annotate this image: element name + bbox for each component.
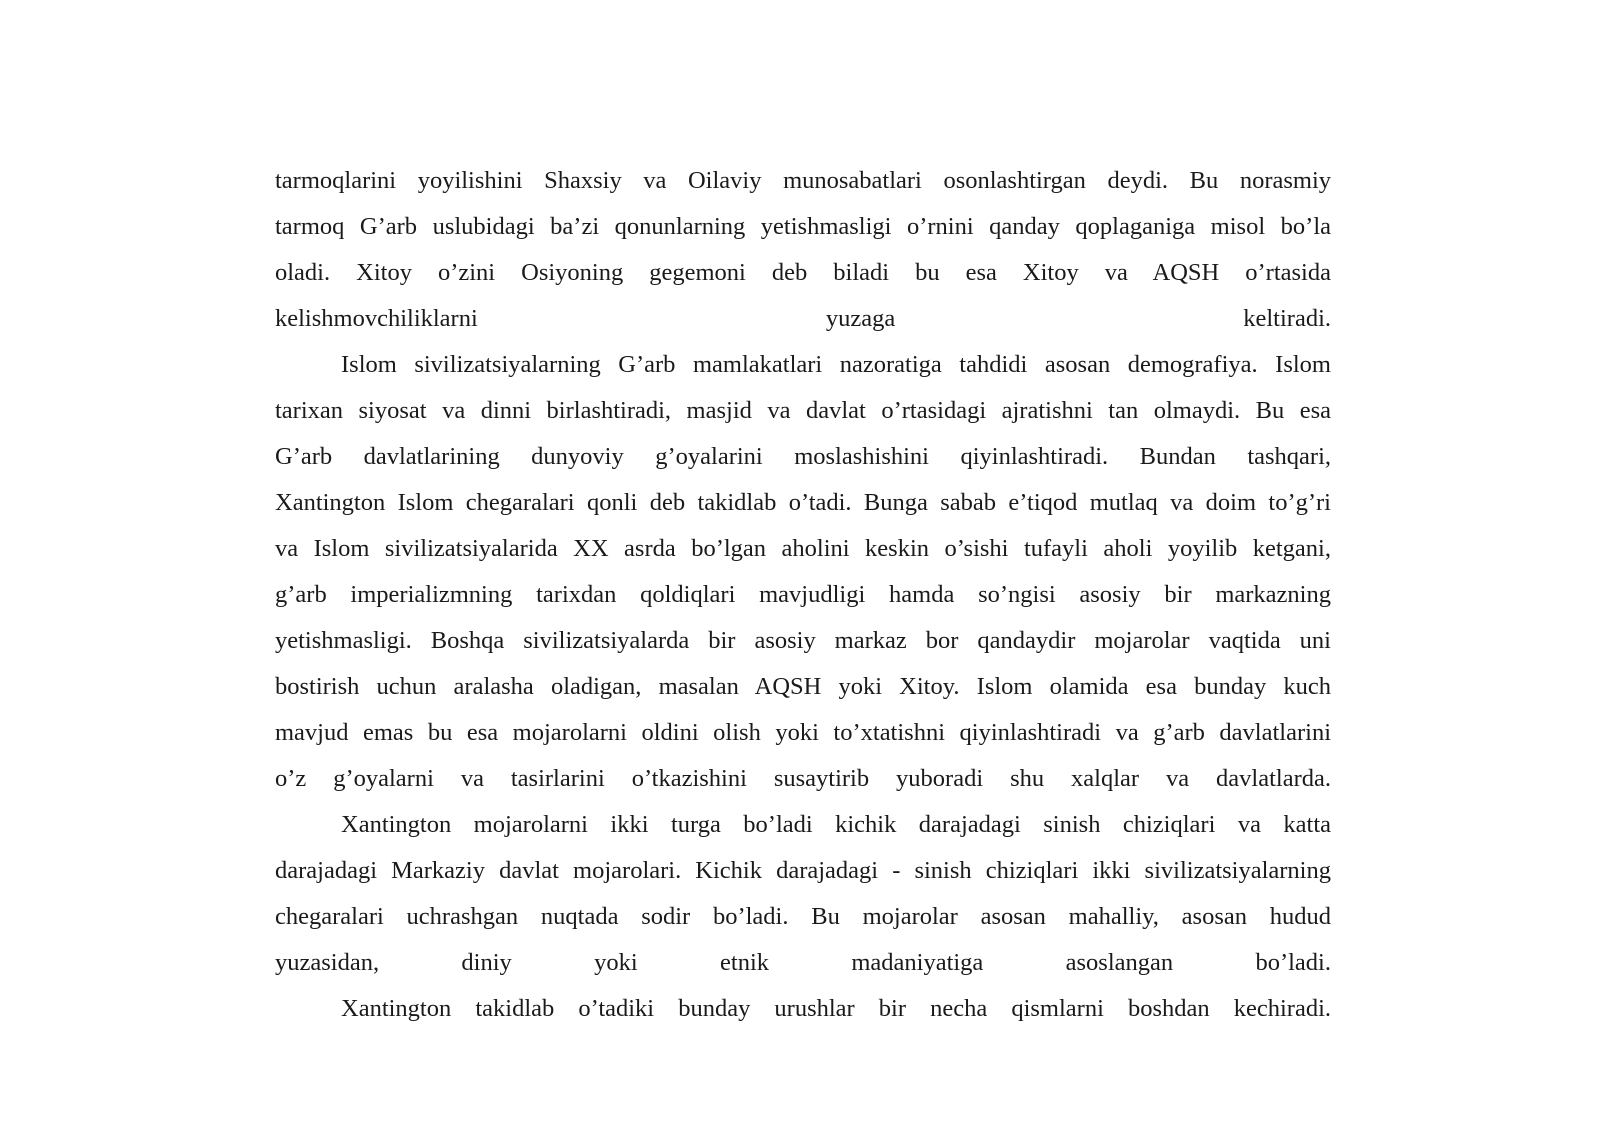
text-line: g’arb imperializmning tarixdan qoldiqlari mavjudligi hamda so’ngisi asosiy bir markazning xyxy=(275,581,1331,608)
text-line: kelishmovchiliklarni yuzaga keltiradi. xyxy=(275,305,1331,332)
text-line: yetishmasligi. Boshqa sivilizatsiyalarda bir asosiy markaz bor qandaydir mojarolar vaqtida uni xyxy=(275,627,1331,654)
text-line: tarmoq G’arb uslubidagi ba’zi qonunlarning yetishmasligi o’rnini qanday qoplaganiga misol bo’la xyxy=(275,213,1331,240)
text-line: Xantington Islom chegaralari qonli deb takidlab o’tadi. Bunga sabab e’tiqod mutlaq va doim to’g’ri xyxy=(275,489,1331,516)
paragraph-first-line: Islom sivilizatsiyalarning G’arb mamlakatlari nazoratiga tahdidi asosan demografiya. Islom xyxy=(341,351,1331,378)
text-line: mavjud emas bu esa mojarolarni oldini olish yoki to’xtatishni qiyinlashtiradi va g’arb davlatlarini xyxy=(275,719,1331,746)
text-line: va Islom sivilizatsiyalarida XX asrda bo’lgan aholini keskin o’sishi tufayli aholi yoyilib ketgani, xyxy=(275,535,1331,562)
text-line: o’z g’oyalarni va tasirlarini o’tkazishini susaytirib yuboradi shu xalqlar va davlatlarda. xyxy=(275,765,1331,792)
text-line: yuzasidan, diniy yoki etnik madaniyatiga asoslangan bo’ladi. xyxy=(275,949,1331,976)
text-line: bostirish uchun aralasha oladigan, masalan AQSH yoki Xitoy. Islom olamida esa bunday kuch xyxy=(275,673,1331,700)
paragraph-first-line: Xantington takidlab o’tadiki bunday urushlar bir necha qismlarni boshdan kechiradi. xyxy=(341,995,1331,1022)
text-line: tarmoqlarini yoyilishini Shaxsiy va Oilaviy munosabatlari osonlashtirgan deydi. Bu norasmiy xyxy=(275,167,1331,194)
text-line: oladi. Xitoy o’zini Osiyoning gegemoni deb biladi bu esa Xitoy va AQSH o’rtasida xyxy=(275,259,1331,286)
text-line: tarixan siyosat va dinni birlashtiradi, masjid va davlat o’rtasidagi ajratishni tan olmaydi. Bu esa xyxy=(275,397,1331,424)
paragraph-first-line: Xantington mojarolarni ikki turga bo’ladi kichik darajadagi sinish chiziqlari va katta xyxy=(341,811,1331,838)
text-line: darajadagi Markaziy davlat mojarolari. Kichik darajadagi - sinish chiziqlari ikki sivilizatsiyalarning xyxy=(275,857,1331,884)
body-text xyxy=(275,158,1331,1032)
text-line: chegaralari uchrashgan nuqtada sodir bo’ladi. Bu mojarolar asosan mahalliy, asosan hudud xyxy=(275,903,1331,930)
text-line: G’arb davlatlarining dunyoviy g’oyalarini moslashishini qiyinlashtiradi. Bundan tashqari, xyxy=(275,443,1331,470)
